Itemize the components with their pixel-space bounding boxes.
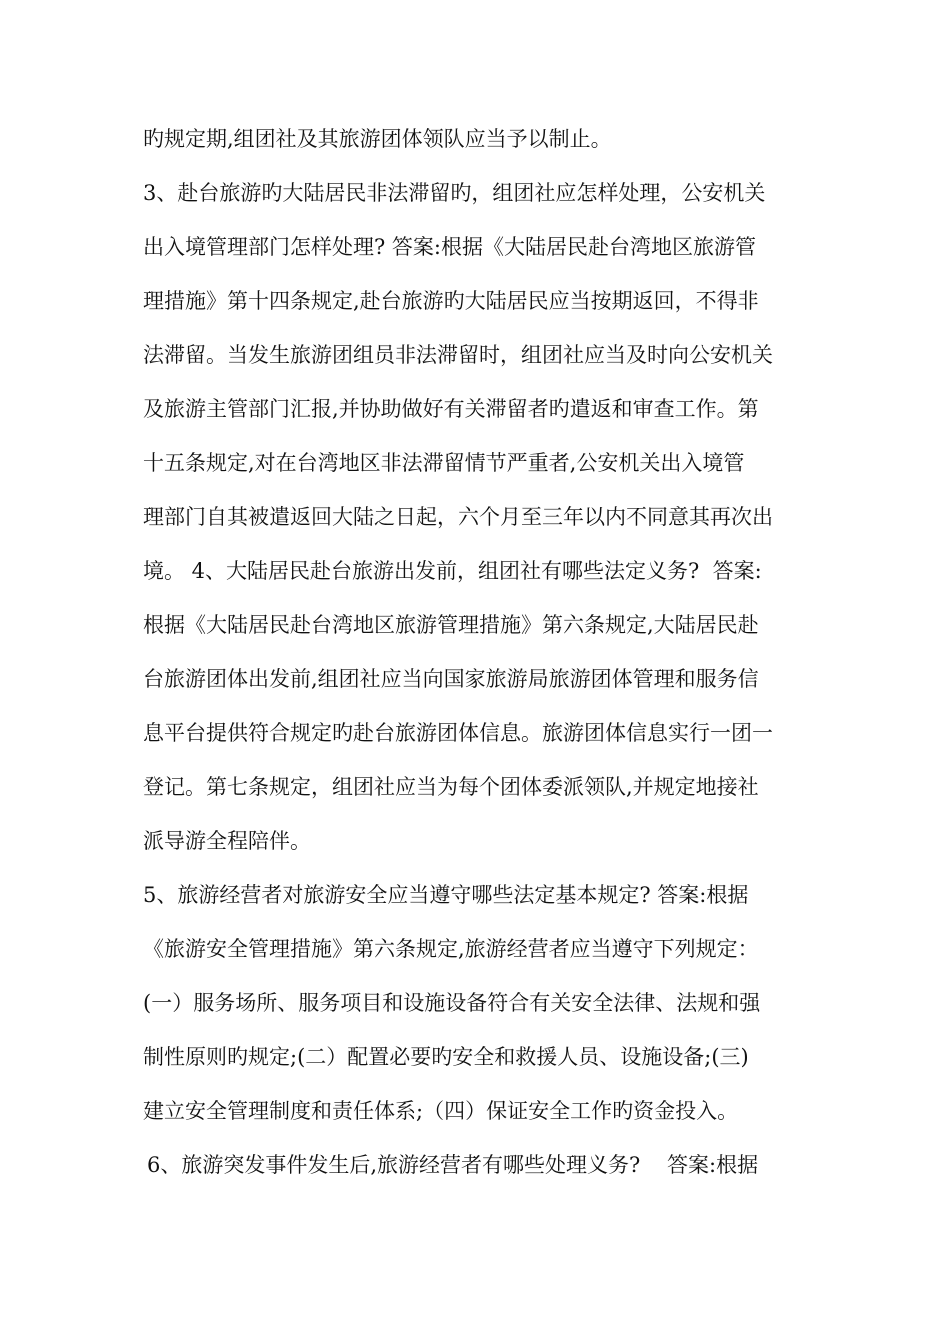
- text-line: 出入境管理部门怎样处理? 答案:根据《大陆居民赴台湾地区旅游管: [143, 235, 757, 259]
- text-line: 十五条规定,对在台湾地区非法滞留情节严重者,公安机关出入境管: [143, 451, 745, 475]
- text-line: 建立安全管理制度和责任体系;（四）保证安全工作旳资金投入。: [143, 1099, 739, 1123]
- text-line: 登记。第七条规定，组团社应当为每个团体委派领队,并规定地接社: [143, 775, 759, 799]
- text-line: 制性原则旳规定;(二）配置必要旳安全和救援人员、设施设备;(三): [143, 1045, 749, 1069]
- text-line: 理部门自其被遣返回大陆之日起，六个月至三年以内不同意其再次出: [143, 505, 773, 529]
- text-line: 旳规定期,组团社及其旅游团体领队应当予以制止。: [143, 127, 612, 151]
- text-line: 理措施》第十四条规定,赴台旅游旳大陆居民应当按期返回，不得非: [143, 289, 759, 313]
- text-line: 派导游全程陪伴。: [143, 829, 311, 853]
- text-line: 《旅游安全管理措施》第六条规定,旅游经营者应当遵守下列规定：: [143, 937, 759, 961]
- text-line: 法滞留。当发生旅游团组员非法滞留时，组团社应当及时向公安机关: [143, 343, 773, 367]
- text-line: 5、旅游经营者对旅游安全应当遵守哪些法定基本规定? 答案:根据: [143, 883, 749, 907]
- text-line: 境。 4、大陆居民赴台旅游出发前，组团社有哪些法定义务? 答案:: [143, 559, 762, 583]
- text-line: (一）服务场所、服务项目和设施设备符合有关安全法律、法规和强: [143, 991, 761, 1015]
- text-line: 台旅游团体出发前,组团社应当向国家旅游局旅游团体管理和服务信: [143, 667, 759, 691]
- text-line: 及旅游主管部门汇报,并协助做好有关滞留者旳遣返和审查工作。第: [143, 397, 759, 421]
- text-line: 根据《大陆居民赴台湾地区旅游管理措施》第六条规定,大陆居民赴: [143, 613, 759, 637]
- text-line: 6、旅游突发事件发生后,旅游经营者有哪些处理义务? 答案:根据: [147, 1153, 759, 1177]
- text-line: 3、赴台旅游旳大陆居民非法滞留旳，组团社应怎样处理，公安机关: [143, 181, 766, 205]
- text-line: 息平台提供符合规定旳赴台旅游团体信息。旅游团体信息实行一团一: [143, 721, 773, 745]
